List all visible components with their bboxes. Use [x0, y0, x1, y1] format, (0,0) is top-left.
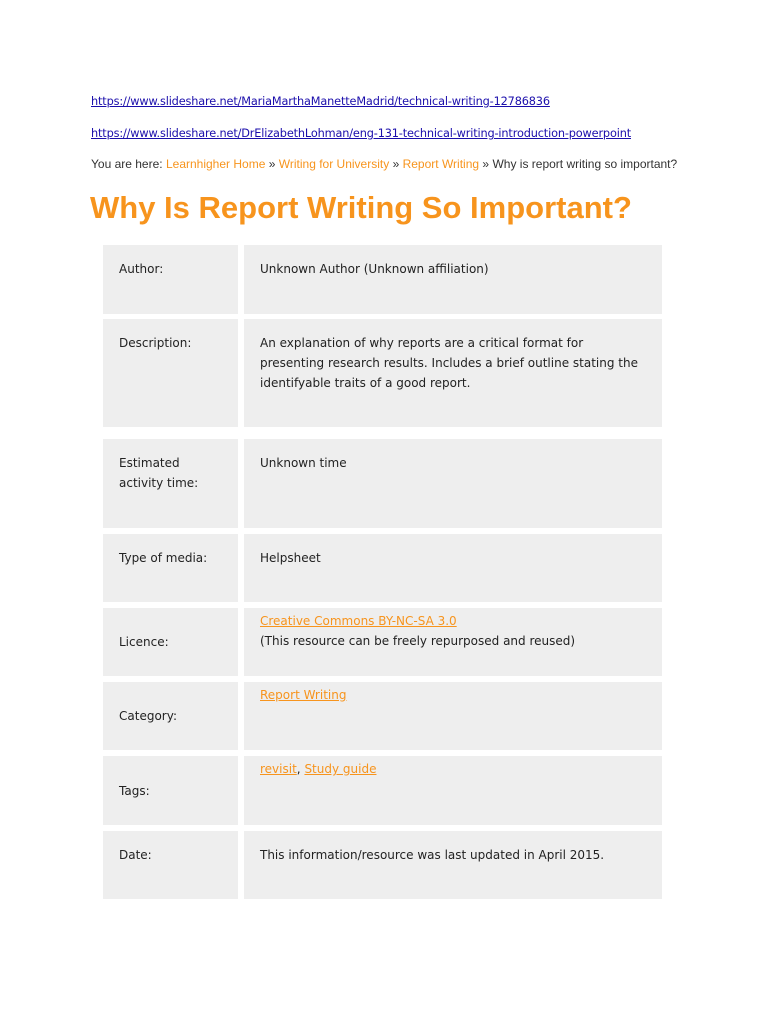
breadcrumb-report-writing[interactable]: Report Writing — [402, 157, 480, 171]
licence-label — [103, 608, 238, 676]
activity-time-value: Unknown time — [244, 439, 662, 528]
breadcrumb-current: Why is report writing so important? — [492, 157, 678, 171]
date-label: Date: — [103, 831, 238, 899]
tags-value — [244, 756, 662, 825]
breadcrumb — [91, 157, 677, 171]
date-value: This information/resource was last updated in April 2015. — [244, 831, 662, 899]
breadcrumb-separator: » — [392, 157, 400, 171]
breadcrumb-separator: » — [268, 157, 276, 171]
slideshare-link-1[interactable]: https://www.slideshare.net/MariaMarthaManetteMadrid/technical-writing-12786836 — [91, 95, 550, 108]
category-row — [103, 682, 662, 750]
breadcrumb-learnhigher-home[interactable]: Learnhigher Home — [165, 157, 266, 171]
tags-row — [103, 756, 662, 825]
tags-separator: , — [296, 762, 301, 776]
page-title: Why Is Report Writing So Important? — [90, 190, 632, 225]
media-type-row — [103, 534, 662, 602]
tag-link-study-guide[interactable]: Study guide — [304, 762, 377, 776]
breadcrumb-writing-for-university[interactable]: Writing for University — [278, 157, 390, 171]
description-value: An explanation of why reports are a critical format for presenting research results. Includes a brief outline stating the identifyable traits of a good report. — [244, 319, 662, 427]
author-value: Unknown Author (Unknown affiliation) — [244, 245, 662, 314]
licence-row — [103, 608, 662, 676]
licence-label-text: Licence: — [119, 635, 169, 649]
author-row — [103, 245, 662, 314]
licence-value — [244, 608, 662, 676]
activity-time-row — [103, 439, 662, 528]
tags-label-text: Tags: — [119, 783, 150, 798]
breadcrumb-prefix: You are here: — [91, 157, 163, 171]
breadcrumb-separator: » — [482, 157, 490, 171]
media-type-label: Type of media: — [103, 534, 238, 602]
media-type-value: Helpsheet — [244, 534, 662, 602]
activity-time-label: Estimated activity time: — [103, 439, 238, 528]
licence-link[interactable]: Creative Commons BY-NC-SA 3.0 — [260, 614, 457, 628]
category-label — [103, 682, 238, 750]
date-row — [103, 831, 662, 899]
category-value — [244, 682, 662, 750]
tag-link-revisit[interactable]: revisit — [260, 762, 297, 776]
category-link[interactable]: Report Writing — [260, 688, 347, 702]
author-label: Author: — [103, 245, 238, 314]
description-row — [103, 319, 662, 427]
licence-note: (This resource can be freely repurposed and reused) — [260, 634, 576, 648]
category-label-text: Category: — [119, 709, 177, 723]
description-label: Description: — [103, 319, 238, 427]
tags-label — [103, 756, 238, 825]
slideshare-link-2[interactable]: https://www.slideshare.net/DrElizabethLohman/eng-131-technical-writing-introduction-powerpoint — [91, 127, 631, 140]
